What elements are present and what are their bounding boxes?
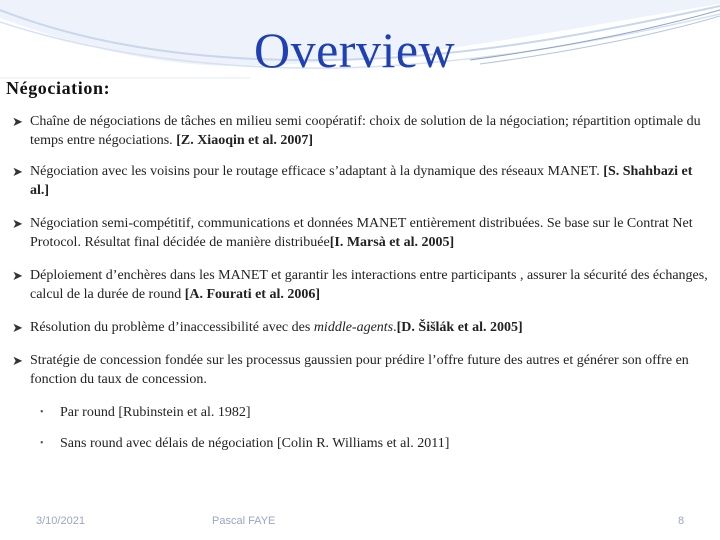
arrow-bullet-icon: ➤ xyxy=(12,320,23,335)
section-heading: Négociation: xyxy=(6,78,111,98)
bullet-item xyxy=(12,266,712,304)
bullet-reference: [A. Fourati et al. 2006] xyxy=(184,287,321,302)
arrow-bullet-icon: ➤ xyxy=(12,114,23,129)
dot-bullet-icon: • xyxy=(40,438,44,449)
bullet-reference: [S. Shahbazi et al.] xyxy=(30,164,693,198)
sub-bullet-reference: [Colin R. Williams et al. 2011] xyxy=(276,436,450,451)
bullet-italic-term: middle-agents xyxy=(313,320,394,335)
bullet-item xyxy=(12,351,712,389)
footer-author: Pascal FAYE xyxy=(212,515,276,527)
bullet-text: Stratégie de concession fondée sur les processus gaussien pour prédire l’offre future des autres et générer son offre en fonction du taux de concession. xyxy=(30,353,689,387)
arrow-bullet-icon: ➤ xyxy=(12,268,23,283)
bullet-item xyxy=(12,112,712,150)
sub-bullet-reference: [Rubinstein et al. 1982] xyxy=(118,405,251,420)
bullet-text: Négociation semi-compétitif, communications et données MANET entièrement distribuées. Se base sur le Contrat Net Protocol. Résultat final décidée de manière distribuée xyxy=(30,216,693,250)
bullet-reference: [Z. Xiaoqin et al. 2007] xyxy=(176,133,314,148)
bullet-item xyxy=(12,318,712,337)
bullet-reference: [I. Marsà et al. 2005] xyxy=(329,235,455,250)
bullet-item xyxy=(12,162,712,200)
sub-bullet-text: Sans round avec délais de négociation xyxy=(60,436,277,451)
arrow-bullet-icon: ➤ xyxy=(12,353,23,368)
bullet-text: Négociation avec les voisins pour le routage efficace s’adaptant à la dynamique des réseaux MANET. xyxy=(30,164,604,179)
footer-page-number: 8 xyxy=(678,515,685,527)
bullet-item xyxy=(12,214,712,252)
arrow-bullet-icon: ➤ xyxy=(12,216,23,231)
bullet-list xyxy=(12,112,712,453)
sub-bullet-item xyxy=(12,434,712,453)
footer-date: 3/10/2021 xyxy=(36,515,85,527)
bullet-text: Résolution du problème d’inaccessibilité avec des xyxy=(30,320,314,335)
dot-bullet-icon: • xyxy=(40,407,44,418)
sub-bullet-text: Par round xyxy=(60,405,119,420)
bullet-text: Chaîne de négociations de tâches en milieu semi coopératif: choix de solution de la négociation; répartition optimale du temps entre négociations. xyxy=(30,114,701,148)
arrow-bullet-icon: ➤ xyxy=(12,164,23,179)
bullet-reference: [D. Šišlák et al. 2005] xyxy=(396,320,523,335)
bullet-text: . xyxy=(393,320,397,335)
slide-title: Overview xyxy=(254,22,456,78)
bullet-text: Déploiement d’enchères dans les MANET et garantir les interactions entre participants , assurer la sécurité des échanges, calcul de la durée de round xyxy=(30,268,708,302)
sub-bullet-item xyxy=(12,403,712,422)
